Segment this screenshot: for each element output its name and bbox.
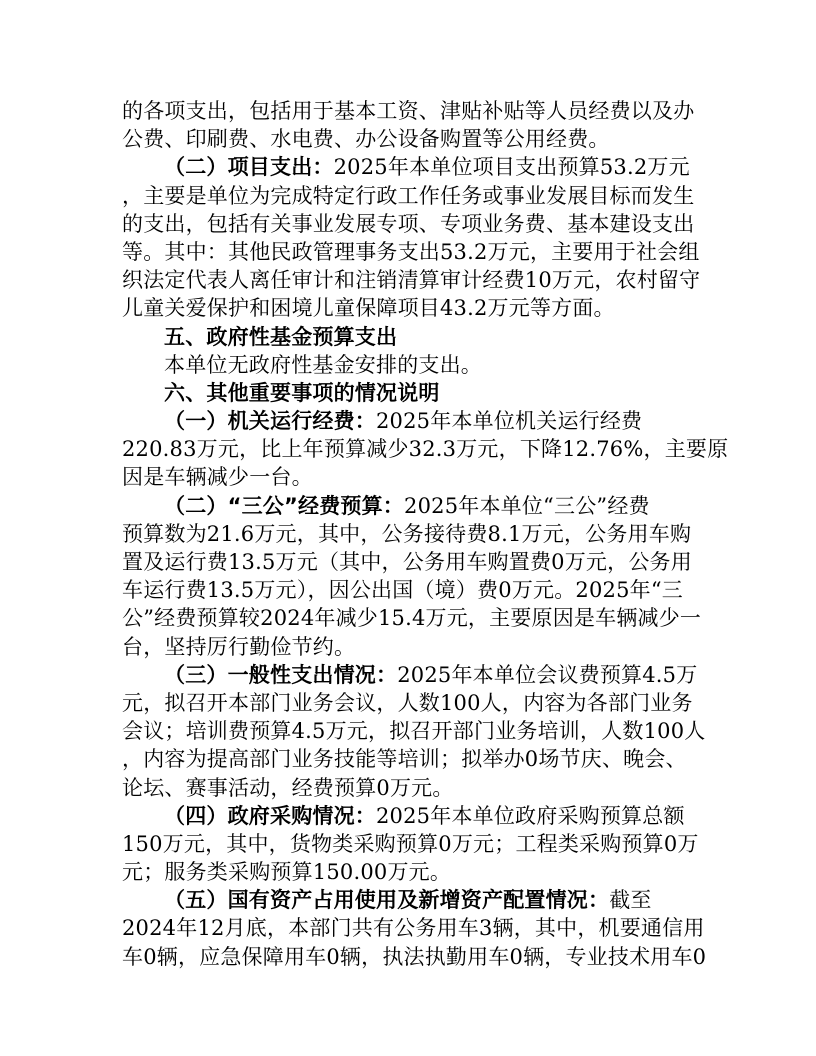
text-line [122,125,702,153]
text-line [122,858,702,886]
section-heading: 六、其他重要事项的情况说明 [164,380,440,405]
body-text: 元；服务类采购预算150.00万元。 [122,860,452,885]
text-line [122,661,702,689]
text-line [122,210,702,238]
body-text: 2025年本单位会议费预算4.5万 [397,662,698,687]
body-text: ，内容为提高部门业务技能等培训；拟举办0场节庆、晚会、 [122,747,687,772]
body-text: 置及运行费13.5万元（其中，公务用车购置费0万元，公务用 [122,550,692,574]
body-text: 2025年本单位“三公”经费 [404,493,650,518]
body-text: 台，坚持厉行勤俭节约。 [122,634,356,659]
body-text: 预算数为21.6万元，其中，公务接待费8.1万元，公务用车购 [122,521,692,546]
section-heading: 五、政府性基金预算支出 [164,324,398,349]
text-line [122,774,702,802]
text-line [122,576,702,604]
body-text: 车0辆，应急保障用车0辆，执法执勤用车0辆，专业技术用车0 [122,944,707,969]
body-text: 论坛、赛事活动，经费预算0万元。 [122,775,454,800]
body-text: 车运行费13.5万元），因公出国（境）费0万元。2025年“三 [122,578,683,603]
body-text: 220.83万元，比上年预算减少32.3万元，下降12.76%，主要原 [122,437,729,462]
text-line [122,463,702,491]
body-text: 2024年12月底，本部门共有公务用车3辆，其中，机要通信用 [122,916,705,941]
text-line [122,407,702,435]
text-line [122,830,702,858]
body-text: 公”经费预算较2024年减少15.4万元，主要原因是车辆减少一 [122,606,702,631]
text-line [122,604,702,632]
body-text: 公费、印刷费、水电费、办公设备购置等公用经费。 [122,127,610,152]
text-line [122,914,705,942]
document-body [122,97,729,971]
text-line [122,351,702,379]
section-heading: （五）国有资产占用使用及新增资产配置情况： [164,888,610,913]
body-text: 等。其中：其他民政管理事务支出53.2万元，主要用于社会组 [122,239,700,264]
section-heading: （一）机关运行经费： [164,409,376,434]
section-heading: （三）一般性支出情况： [164,662,398,687]
text-line [122,943,707,971]
body-text: 元，拟召开本部门业务会议，人数100人，内容为各部门业务 [122,690,693,715]
text-line [122,548,702,576]
text-line [122,745,702,773]
body-text: 2025年本单位机关运行经费 [376,409,643,434]
text-line [122,182,702,210]
body-text: ，主要是单位为完成特定行政工作任务或事业发展目标而发生 [122,183,695,208]
text-line [122,717,706,745]
text-line [122,266,702,294]
body-text: 2025年本单位政府采购预算总额 [376,803,685,828]
text-line [122,153,702,181]
text-line [122,492,702,520]
text-line [122,633,702,661]
text-line [122,802,702,830]
text-line [122,520,702,548]
text-line [122,435,729,463]
text-line [122,379,702,407]
text-line [122,886,702,914]
text-line [122,323,702,351]
section-heading: （二）项目支出： [164,155,334,180]
body-text: 的支出，包括有关事业发展专项、专项业务费、基本建设支出 [122,211,695,236]
body-text: 儿童关爱保护和困境儿童保障项目43.2万元等方面。 [122,296,615,321]
body-text: 截至 [609,888,652,913]
text-line [122,689,702,717]
body-text: 2025年本单位项目支出预算53.2万元 [333,155,690,180]
body-text: 因是车辆减少一台。 [122,465,313,490]
section-heading: （四）政府采购情况： [164,803,376,828]
text-line [122,294,702,322]
body-text: 150万元，其中，货物类采购预算0万元；工程类采购预算0万 [122,831,699,856]
text-line [122,238,702,266]
body-text: 本单位无政府性基金安排的支出。 [164,352,482,377]
body-text: 的各项支出，包括用于基本工资、津贴补贴等人员经费以及办 [122,99,695,123]
body-text: 会议；培训费预算4.5万元，拟召开部门业务培训，人数100人 [122,719,706,744]
section-heading: （二）“三公”经费预算： [164,493,405,518]
text-line [122,97,702,125]
body-text: 织法定代表人离任审计和注销清算审计经费10万元，农村留守 [122,268,701,293]
